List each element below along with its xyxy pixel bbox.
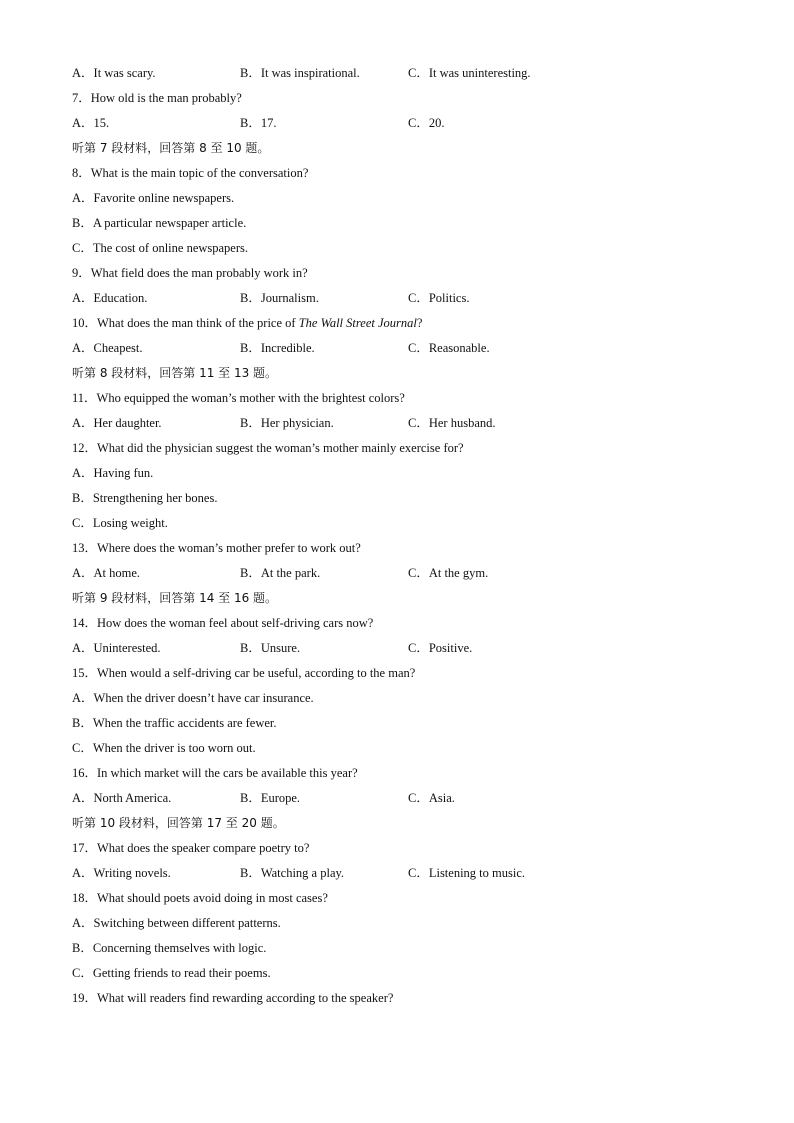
question-10-options — [72, 338, 754, 358]
option-c: C．It was uninteresting. — [408, 66, 531, 80]
option-a: A．15. — [72, 116, 110, 130]
option-a: A．Uninterested. — [72, 641, 161, 655]
option-a: A．At home. — [72, 566, 141, 580]
option-b: B．Watching a play. — [240, 866, 345, 880]
question-13-options — [72, 563, 754, 583]
question-16-options — [72, 788, 754, 808]
question-15-option-a: A．When the driver doesn’t have car insurance. — [72, 691, 314, 705]
question-12-option-c: C．Losing weight. — [72, 516, 168, 530]
option-b: B．It was inspirational. — [240, 66, 360, 80]
question-19-stem: 19．What will readers find rewarding according to the speaker? — [72, 991, 394, 1005]
question-14-stem: 14．How does the woman feel about self-driving cars now? — [72, 616, 374, 630]
question-18-option-c: C．Getting friends to read their poems. — [72, 966, 271, 980]
option-b: B．Journalism. — [240, 291, 319, 305]
question-17-options — [72, 863, 754, 883]
section-heading-8: 听第 8 段材料，回答第 11 至 13 题。 — [72, 366, 278, 380]
option-a: A．Writing novels. — [72, 866, 171, 880]
question-7-options — [72, 113, 754, 133]
option-a: A．It was scary. — [72, 66, 156, 80]
question-17-stem: 17．What does the speaker compare poetry to? — [72, 841, 310, 855]
question-15-stem: 15．When would a self-driving car be useful, according to the man? — [72, 666, 416, 680]
newspaper-title: The Wall Street Journal — [298, 316, 417, 330]
option-a: A．North America. — [72, 791, 172, 805]
option-c: C．Politics. — [408, 291, 470, 305]
option-c: C．Reasonable. — [408, 341, 490, 355]
section-heading-9: 听第 9 段材料，回答第 14 至 16 题。 — [72, 591, 278, 605]
question-8-option-b: B．A particular newspaper article. — [72, 216, 247, 230]
option-b: B．At the park. — [240, 566, 321, 580]
question-11-stem: 11．Who equipped the woman’s mother with the brightest colors? — [72, 391, 405, 405]
option-c: C．Listening to music. — [408, 866, 526, 880]
question-18-stem: 18．What should poets avoid doing in most cases? — [72, 891, 328, 905]
option-b: B．Her physician. — [240, 416, 334, 430]
question-12-stem: 12．What did the physician suggest the woman’s mother mainly exercise for? — [72, 441, 464, 455]
question-8-option-c: C．The cost of online newspapers. — [72, 241, 249, 255]
question-15-option-c: C．When the driver is too worn out. — [72, 741, 256, 755]
question-13-stem: 13．Where does the woman’s mother prefer to work out? — [72, 541, 361, 555]
option-a: A．Education. — [72, 291, 148, 305]
option-b: B．Incredible. — [240, 341, 315, 355]
stem-text: 10．What does the man think of the price of — [72, 316, 299, 330]
option-c: C．Positive. — [408, 641, 473, 655]
option-c: C．Asia. — [408, 791, 455, 805]
question-7-stem: 7．How old is the man probably? — [72, 91, 242, 105]
question-9-stem: 9．What field does the man probably work in? — [72, 266, 308, 280]
section-heading-10: 听第 10 段材料，回答第 17 至 20 题。 — [72, 816, 285, 830]
question-14-options — [72, 638, 754, 658]
question-12-option-b: B．Strengthening her bones. — [72, 491, 218, 505]
question-6-options — [72, 63, 754, 83]
option-c: C．Her husband. — [408, 416, 496, 430]
question-8-option-a: A．Favorite online newspapers. — [72, 191, 235, 205]
option-a: A．Cheapest. — [72, 341, 143, 355]
section-heading-7: 听第 7 段材料，回答第 8 至 10 题。 — [72, 141, 270, 155]
question-18-option-a: A．Switching between different patterns. — [72, 916, 281, 930]
question-12-option-a: A．Having fun. — [72, 466, 154, 480]
option-b: B．Unsure. — [240, 641, 301, 655]
option-b: B．17. — [240, 116, 277, 130]
question-8-stem: 8．What is the main topic of the conversation? — [72, 166, 309, 180]
question-18-option-b: B．Concerning themselves with logic. — [72, 941, 267, 955]
question-16-stem: 16．In which market will the cars be available this year? — [72, 766, 358, 780]
question-10-stem — [72, 313, 754, 333]
option-c: C．At the gym. — [408, 566, 489, 580]
option-a: A．Her daughter. — [72, 416, 162, 430]
question-11-options — [72, 413, 754, 433]
question-15-option-b: B．When the traffic accidents are fewer. — [72, 716, 277, 730]
question-9-options — [72, 288, 754, 308]
stem-punct: ? — [416, 316, 423, 330]
option-c: C．20. — [408, 116, 445, 130]
option-b: B．Europe. — [240, 791, 301, 805]
